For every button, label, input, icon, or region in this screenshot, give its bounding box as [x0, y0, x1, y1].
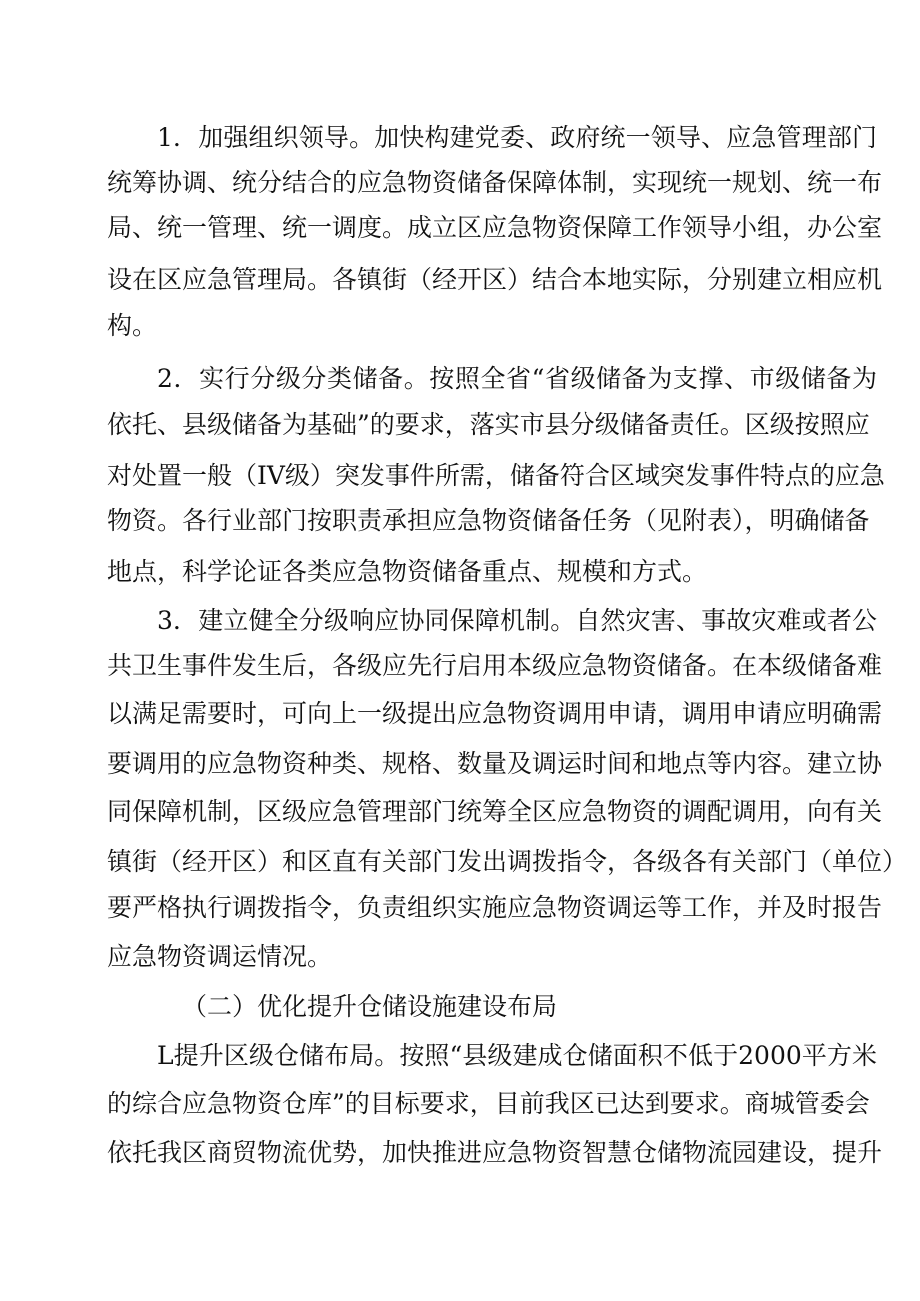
paragraph-3-line-6: 镇街（经开区）和区直有关部门发出调拨指令，各级各有关部门（单位）	[107, 847, 908, 876]
paragraph-1-line-4: 设在区应急管理局。各镇街（经开区）结合本地实际，分别建立相应机	[107, 265, 883, 294]
paragraph-3-line-7: 要严格执行调拨指令，负责组织实施应急物资调运等工作，并及时报告	[107, 893, 883, 922]
paragraph-3-line-2: 共卫生事件发生后，各级应先行启用本级应急物资储备。在本级储备难	[107, 651, 883, 680]
paragraph-3-line-5: 同保障机制，区级应急管理部门统筹全区应急物资的调配调用，向有关	[107, 797, 883, 826]
paragraph-3-line-1: 3．建立健全分级响应协同保障机制。自然灾害、事故灾难或者公	[157, 606, 877, 635]
paragraph-1-line-3: 局、统一管理、统一调度。成立区应急物资保障工作领导小组，办公室	[107, 213, 883, 242]
paragraph-3-line-3: 以满足需要时，可向上一级提出应急物资调用申请，调用申请应明确需	[107, 699, 883, 728]
paragraph-1-line-1: 1．加强组织领导。加快构建党委、政府统一领导、应急管理部门	[157, 123, 877, 152]
section-heading: （二）优化提升仓储设施建设布局	[182, 992, 558, 1021]
paragraph-4-line-2: 的综合应急物资仓库”的目标要求，目前我区已达到要求。商城管委会	[107, 1089, 870, 1118]
paragraph-1-line-2: 统筹协调、统分结合的应急物资储备保障体制，实现统一规划、统一布	[107, 168, 883, 197]
paragraph-1-line-5: 构。	[107, 311, 158, 340]
paragraph-2-line-1: 2．实行分级分类储备。按照全省“省级储备为支撑、市级储备为	[157, 364, 877, 393]
paragraph-4-line-3: 依托我区商贸物流优势，加快推进应急物资智慧仓储物流园建设，提升	[107, 1138, 883, 1167]
paragraph-3-line-4: 要调用的应急物资种类、规格、数量及调运时间和地点等内容。建立协	[107, 749, 883, 778]
paragraph-3-line-8: 应急物资调运情况。	[107, 942, 333, 971]
paragraph-4-line-1: L提升区级仓储布局。按照“县级建成仓储面积不低于2000平方米	[157, 1041, 877, 1070]
paragraph-2-line-4: 物资。各行业部门按职责承担应急物资储备任务（见附表），明确储备	[107, 506, 870, 535]
paragraph-2-line-3: 对处置一般（IV级）突发事件所需，储备符合区域突发事件特点的应急	[107, 461, 885, 490]
paragraph-2-line-5: 地点，科学论证各类应急物资储备重点、规模和方式。	[107, 557, 708, 586]
paragraph-2-line-2: 依托、县级储备为基础”的要求，落实市县分级储备责任。区级按照应	[107, 410, 870, 439]
